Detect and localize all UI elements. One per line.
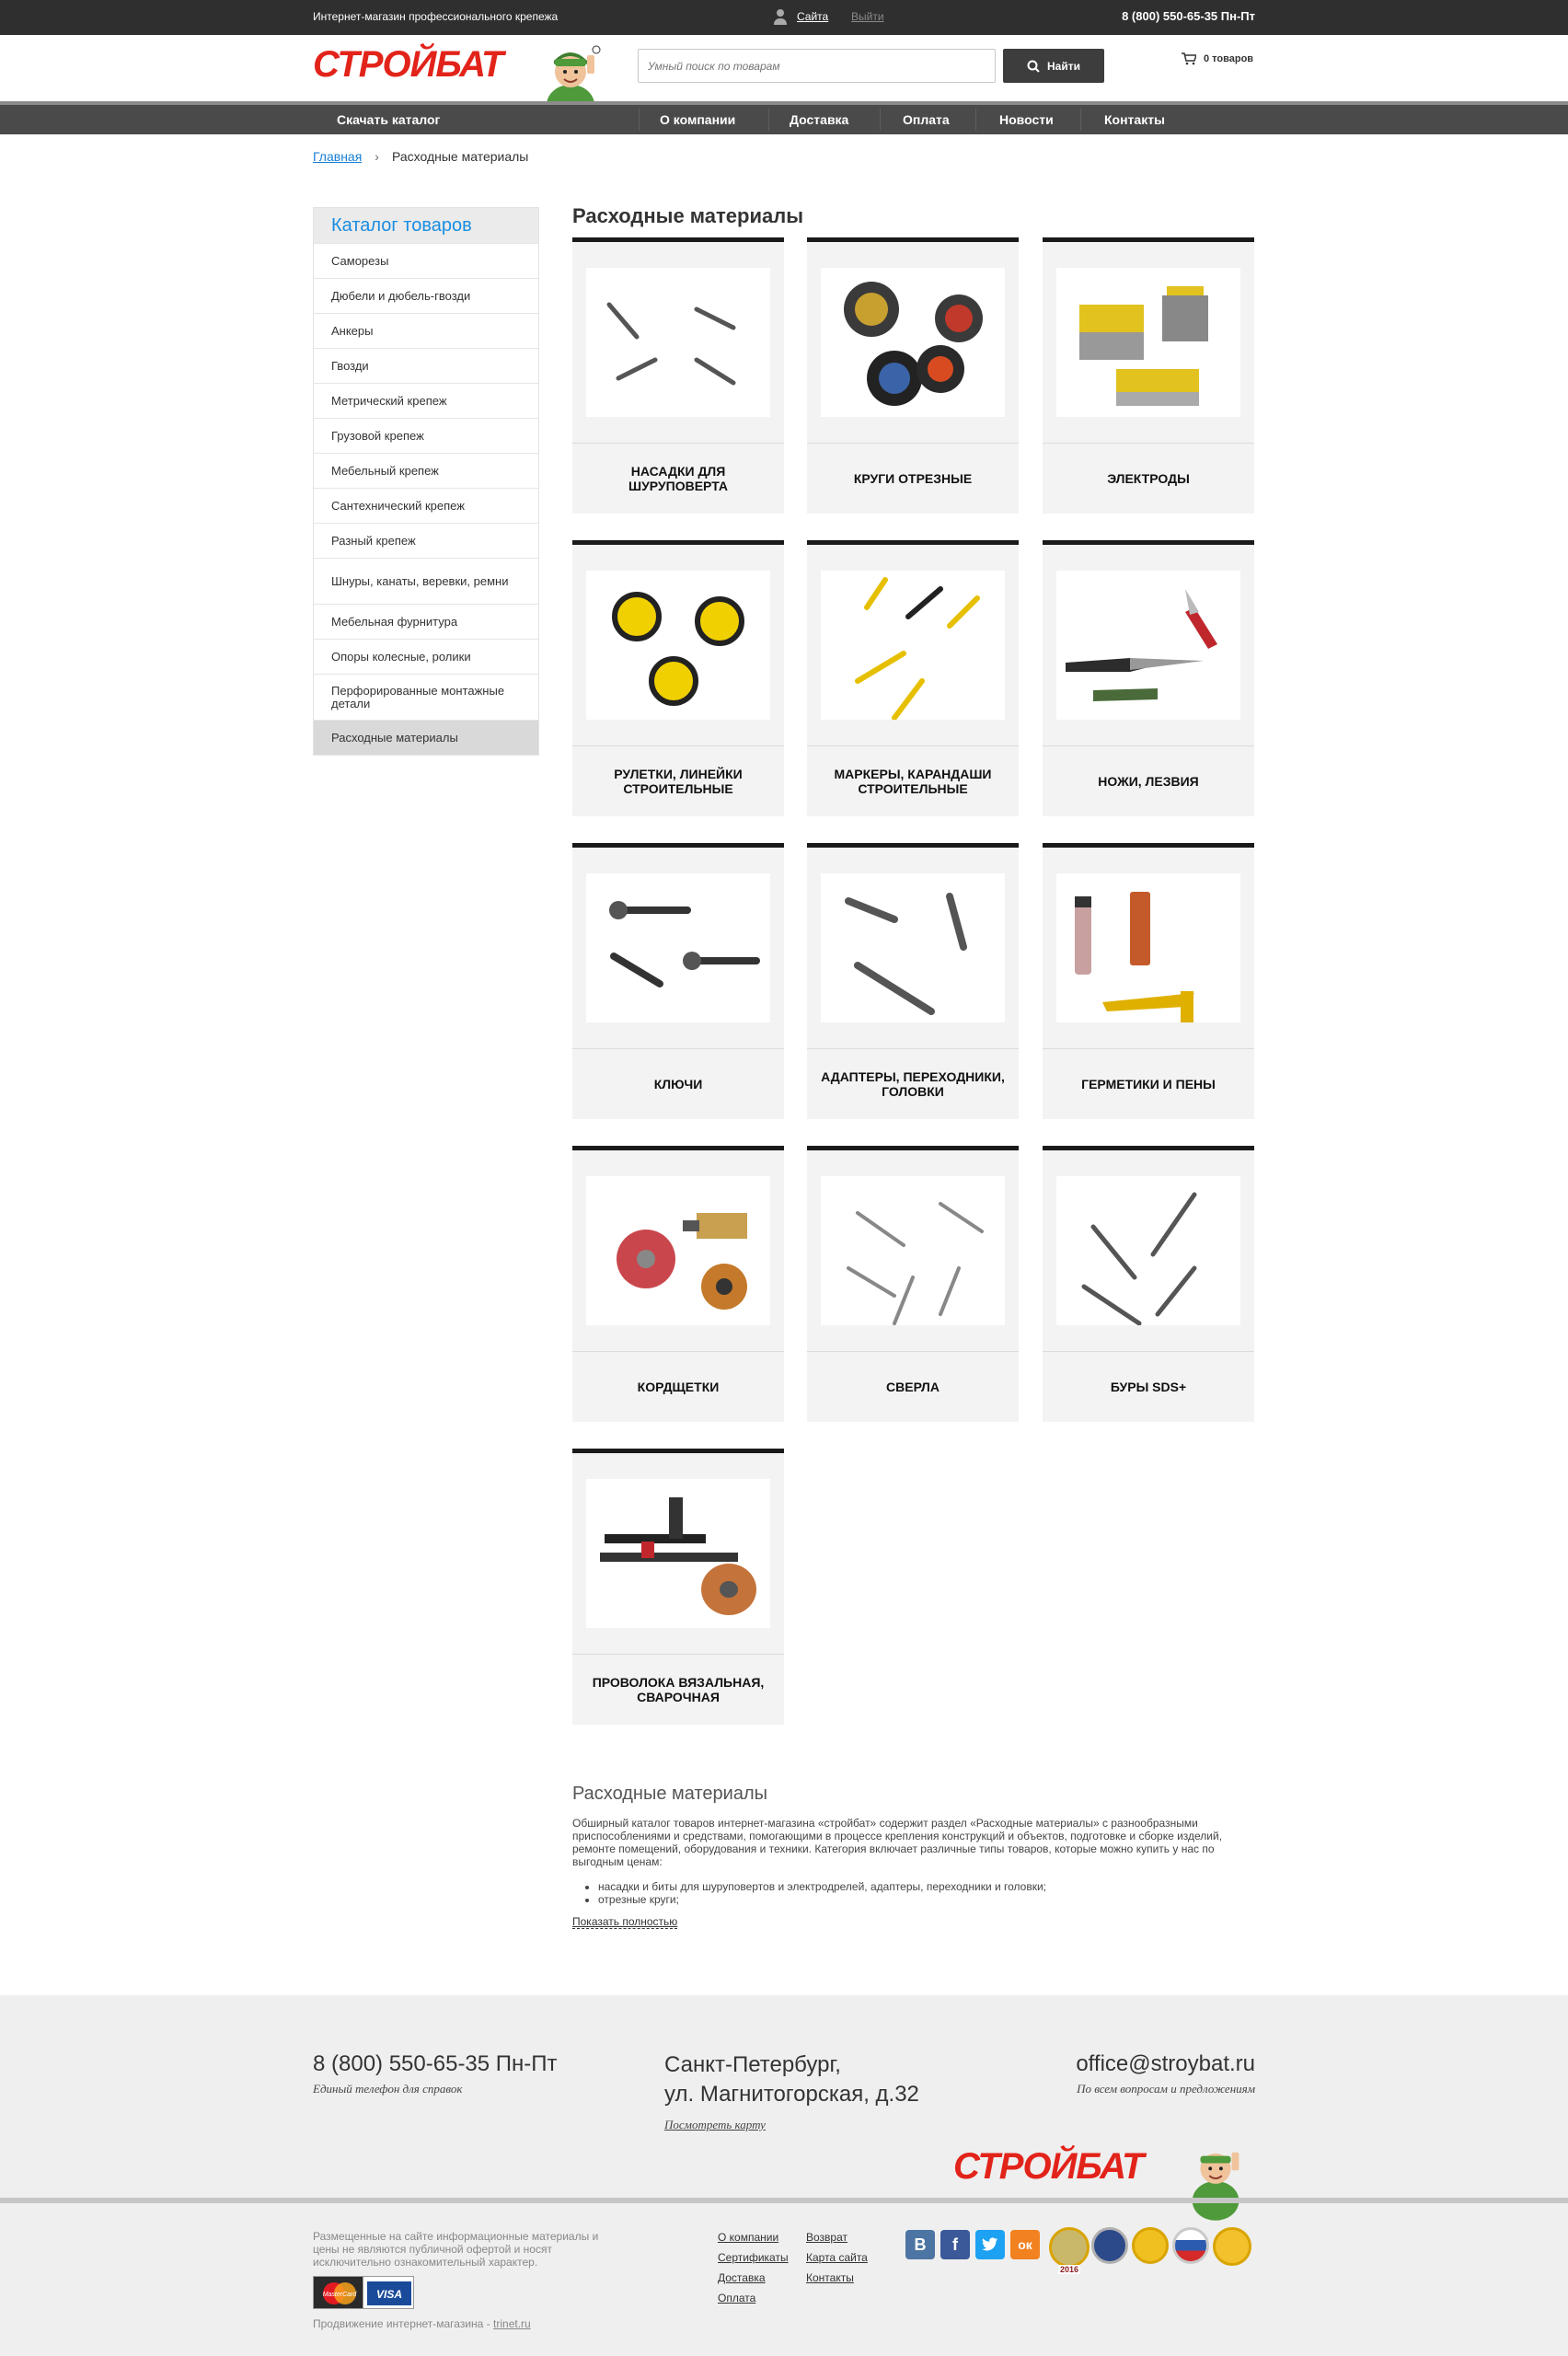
login-link[interactable]: Сайта	[797, 10, 829, 23]
breadcrumb-separator: ›	[375, 149, 379, 164]
search-button-label: Найти	[1047, 59, 1080, 73]
footer-divider	[0, 2198, 1568, 2203]
category-image[interactable]	[821, 873, 1005, 1022]
footer-address	[664, 2050, 919, 2109]
category-label[interactable]: МАРКЕРЫ, КАРАНДАШИ СТРОИТЕЛЬНЫЕ	[834, 767, 992, 796]
search-icon	[1027, 60, 1040, 73]
award-gold-icon	[1132, 2227, 1169, 2264]
nav-about[interactable]: О компании	[660, 112, 736, 127]
sidebar-item[interactable]: Мебельная фурнитура	[314, 604, 538, 639]
user-icon	[773, 8, 788, 25]
award-medal-icon: 2016	[1049, 2227, 1090, 2268]
category-label[interactable]: КРУГИ ОТРЕЗНЫЕ	[853, 471, 973, 486]
category-label[interactable]: РУЛЕТКИ, ЛИНЕЙКИ СТРОИТЕЛЬНЫЕ	[614, 767, 743, 796]
category-card[interactable]	[807, 1146, 1019, 1422]
breadcrumb-current: Расходные материалы	[391, 149, 529, 164]
category-label[interactable]: КЛЮЧИ	[653, 1077, 703, 1091]
sidebar-item[interactable]: Дюбели и дюбель-гвозди	[314, 278, 538, 313]
footer-link-contacts[interactable]: Контакты	[806, 2271, 854, 2284]
footer-disclaimer: Размещенные на сайте информационные материалы и цены не являются публичной офертой и носят исключительно ознакомительный характер.	[313, 2230, 599, 2269]
category-card[interactable]	[572, 843, 784, 1119]
category-image[interactable]	[821, 571, 1005, 720]
mascot-logo-icon	[1183, 2138, 1251, 2221]
sidebar-item[interactable]: Расходные материалы	[314, 720, 538, 755]
nav-payment[interactable]: Оплата	[903, 112, 950, 127]
category-label[interactable]: КОРДЩЕТКИ	[637, 1380, 720, 1394]
category-card[interactable]	[1043, 843, 1254, 1119]
catalog-sidebar	[313, 207, 539, 756]
category-image[interactable]	[821, 1176, 1005, 1325]
category-label[interactable]: АДАПТЕРЫ, ПЕРЕХОДНИКИ, ГОЛОВКИ	[821, 1069, 1005, 1099]
mastercard-logo	[313, 2276, 364, 2309]
search-input[interactable]	[638, 49, 996, 83]
footer-link-certificates[interactable]: Сертификаты	[718, 2251, 789, 2264]
category-card[interactable]	[572, 540, 784, 816]
footer-phone: 8 (800) 550-65-35 Пн-Пт	[313, 2051, 558, 2076]
sidebar-item[interactable]: Шнуры, канаты, веревки, ремни	[314, 558, 538, 604]
footer-link-about[interactable]: О компании	[718, 2231, 779, 2244]
breadcrumb-home[interactable]: Главная	[313, 149, 363, 164]
category-image[interactable]	[586, 1176, 770, 1325]
category-image[interactable]	[1056, 268, 1240, 417]
description-list	[598, 1880, 1046, 1906]
category-card[interactable]	[572, 1449, 784, 1725]
logout-link[interactable]: Выйти	[851, 10, 884, 23]
sidebar-item[interactable]: Метрический крепеж	[314, 383, 538, 418]
breadcrumb	[313, 149, 528, 164]
site-tagline: Интернет-магазин профессионального крепежа	[313, 10, 559, 23]
sidebar-title: Каталог товаров	[314, 208, 538, 243]
category-card[interactable]	[807, 843, 1019, 1119]
category-card[interactable]	[1043, 1146, 1254, 1422]
description-text: Обширный каталог товаров интернет-магазина «стройбат» содержит раздел «Расходные материалы» с разнообразными приспособлениями и средствами, помогающими в процессе крепления конструкций и объектов, подготовке и сборке изделий, ремонте помещений, оборудования и техники. Категория включает различные типы товаров, которые можно купить у нас по выгодным ценам:	[572, 1817, 1223, 1868]
category-label[interactable]: ГЕРМЕТИКИ И ПЕНЫ	[1081, 1077, 1216, 1091]
facebook-icon[interactable]: f	[940, 2230, 970, 2259]
twitter-icon[interactable]	[975, 2230, 1005, 2259]
award-star-icon	[1091, 2227, 1128, 2264]
sidebar-item[interactable]: Гвозди	[314, 348, 538, 383]
category-image[interactable]	[586, 873, 770, 1022]
list-item: • отрезные круги;	[598, 1893, 1046, 1906]
footer-logo[interactable]: СТРОЙБАТ	[953, 2146, 1144, 2187]
show-more-link[interactable]: Показать полностью	[572, 1915, 678, 1928]
vk-icon[interactable]: В	[905, 2230, 935, 2259]
search-button[interactable]	[1003, 49, 1104, 83]
footer-phone-note: Единый телефон для справок	[313, 2082, 463, 2096]
header-phone: 8 (800) 550-65-35 Пн-Пт	[1122, 9, 1255, 23]
category-label[interactable]: НОЖИ, ЛЕЗВИЯ	[1098, 774, 1199, 789]
footer-email[interactable]: office@stroybat.ru	[1076, 2051, 1255, 2076]
site-logo[interactable]: СТРОЙБАТ	[313, 44, 503, 85]
category-label[interactable]: ЭЛЕКТРОДЫ	[1107, 471, 1190, 486]
category-image[interactable]	[1056, 873, 1240, 1022]
footer-link-return[interactable]: Возврат	[806, 2231, 847, 2244]
cart-count: 0 товаров	[1204, 53, 1254, 64]
footer	[0, 1995, 1568, 2356]
nav-news[interactable]: Новости	[999, 112, 1054, 127]
nav-contacts[interactable]: Контакты	[1104, 112, 1166, 127]
odnoklassniki-icon[interactable]: ок	[1010, 2230, 1040, 2259]
sidebar-item[interactable]: Грузовой крепеж	[314, 418, 538, 453]
category-image[interactable]	[821, 268, 1005, 417]
sidebar-item[interactable]: Сантехнический крепеж	[314, 488, 538, 523]
footer-email-note: По всем вопросам и предложениям	[1077, 2082, 1255, 2096]
nav-divider	[639, 109, 640, 131]
sidebar-item[interactable]: Перфорированные монтажные детали	[314, 674, 538, 720]
category-card[interactable]	[1043, 237, 1254, 514]
category-card[interactable]	[807, 237, 1019, 514]
footer-link-delivery[interactable]: Доставка	[718, 2271, 766, 2284]
category-image[interactable]	[586, 571, 770, 720]
footer-promo: Продвижение интернет-магазина - trinet.ru	[313, 2317, 531, 2330]
category-card[interactable]	[1043, 540, 1254, 816]
cart-icon	[1182, 52, 1196, 65]
cart-widget[interactable]	[1182, 52, 1253, 65]
footer-city: Санкт-Петербург,	[664, 2052, 841, 2077]
map-link[interactable]: Посмотреть карту	[664, 2118, 766, 2131]
svg-text:VISA: VISA	[375, 2288, 403, 2301]
nav-delivery[interactable]: Доставка	[790, 112, 849, 127]
sidebar-item[interactable]: Саморезы	[314, 243, 538, 278]
sidebar-item[interactable]: Разный крепеж	[314, 523, 538, 558]
category-label[interactable]: БУРЫ SDS+	[1110, 1380, 1187, 1394]
category-card[interactable]	[572, 237, 784, 514]
category-image[interactable]	[1056, 1176, 1240, 1325]
category-card[interactable]	[572, 1146, 784, 1422]
category-label[interactable]: ПРОВОЛОКА ВЯЗАЛЬНАЯ, СВАРОЧНАЯ	[592, 1675, 765, 1704]
category-label[interactable]: СВЕРЛА	[886, 1380, 940, 1394]
svg-text:MasterCard: MasterCard	[322, 2292, 357, 2298]
nav-divider	[975, 109, 976, 131]
nav-divider	[1080, 109, 1081, 131]
category-image[interactable]	[586, 268, 770, 417]
page-title: Расходные материалы	[572, 204, 803, 227]
nav-download-catalog[interactable]: Скачать каталог	[337, 112, 441, 127]
footer-link-sitemap[interactable]: Карта сайта	[806, 2251, 868, 2264]
visa-logo	[363, 2276, 414, 2309]
sidebar-item[interactable]: Анкеры	[314, 313, 538, 348]
nav-divider	[880, 109, 881, 131]
award-medal-icon	[1213, 2227, 1251, 2266]
sidebar-item[interactable]: Мебельный крепеж	[314, 453, 538, 488]
category-card[interactable]	[807, 540, 1019, 816]
sidebar-item[interactable]: Опоры колесные, ролики	[314, 639, 538, 674]
footer-street: ул. Магнитогорская, д.32	[664, 2082, 919, 2107]
footer-link-payment[interactable]: Оплата	[718, 2292, 756, 2304]
nav-divider	[768, 109, 769, 131]
list-item: • насадки и биты для шуруповертов и электродрелей, адаптеры, переходники и головки;	[598, 1880, 1046, 1893]
description-title: Расходные материалы	[572, 1784, 767, 1804]
promo-link[interactable]: trinet.ru	[493, 2317, 531, 2330]
main-nav	[0, 101, 1568, 134]
award-russia-icon	[1172, 2227, 1209, 2264]
category-image[interactable]	[1056, 571, 1240, 720]
category-label[interactable]: НАСАДКИ ДЛЯ ШУРУПОВЕРТА	[628, 464, 728, 493]
category-image[interactable]	[586, 1479, 770, 1628]
top-bar	[0, 0, 1568, 35]
